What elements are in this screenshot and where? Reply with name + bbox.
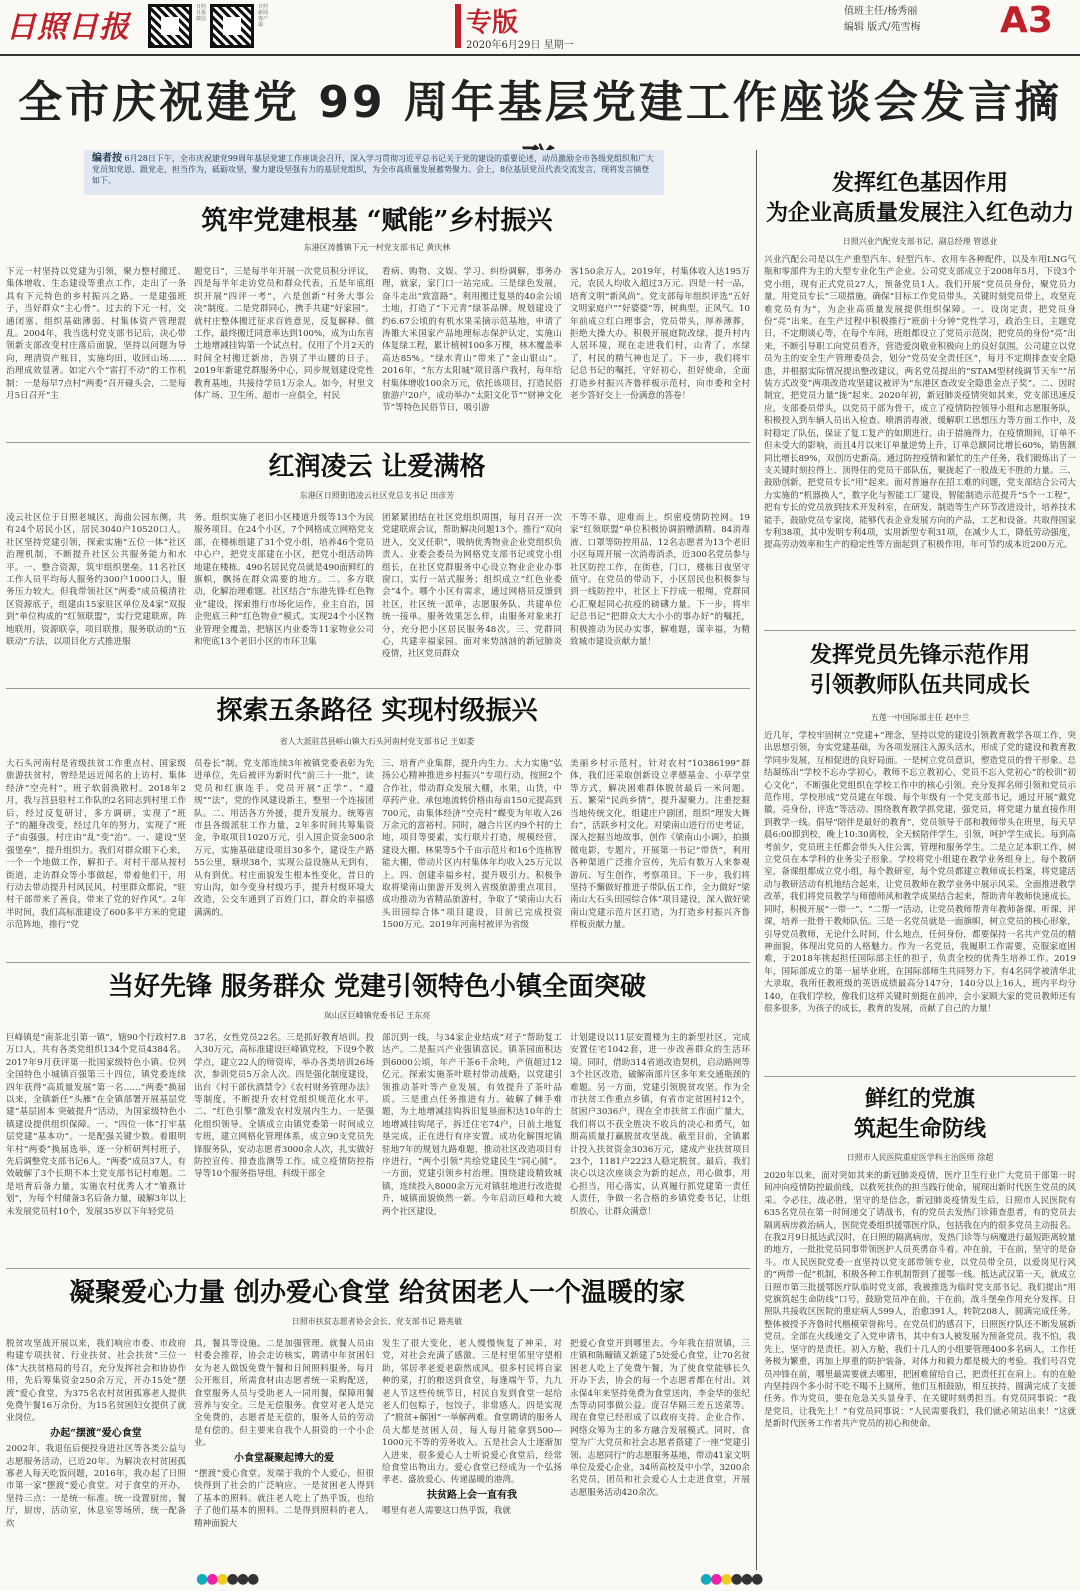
article-column: 员卷长”制。党支部连续3年被镇党委表彰为先进单位，先后被评为新时代“前三十一批”，读党员和红旗连手、党员开展“正学”、“遵规”“法”，党的作风建设新主，整里一个连接团队。二、用活各方外援，提升发展力。统筹省市县各级派驻工作力量，2年多时间共筹集资金，争取项目1020万元，引入国企资金500余万元，实施基础建设项目30多个，建设生产路55公里，塘坝38个，实现公益设施从无到有，从有到优。村庄面貌发生根本性变化，昔日的穷山沟，如今变身村级巧手，提升村级环境大改造，公交车通到了百姓门口，群众的幸福感满满的。 bbox=[194, 759, 374, 918]
editor-note-label: 编者按 bbox=[92, 153, 122, 164]
article-title: 探索五条路径 实现村级振兴 bbox=[216, 696, 538, 726]
article-byline: 东港区日照街道凌云社区党总支书记 田彦芳 bbox=[299, 491, 455, 500]
column-divider bbox=[756, 150, 757, 1570]
article-column bbox=[194, 1338, 374, 1572]
article-title-line: 鲜红的党旗 bbox=[864, 1086, 975, 1112]
article-column bbox=[6, 1338, 186, 1572]
article-column: 美丽乡村示范村，针对农村“10386199”群体，我们还采取创新设立孝德基金、小草学堂等方式，解决困难群体脱贫最后一米问题。五、繁荣“民尚乡情”，提升凝聚力。注重挖掘当地传统文化，组建庄户剧团，组织“理发大舞台”，活跃乡村文化。对梁南山进行历史考证，深入挖掘当地故事，创作《梁南山小调》，拍摄微电影，专题片，开展第一书记“带货”，利用各种渠道广泛推介宣传，先后有数万人来参观游玩、写生创作，考察项目。下一步，我们将坚持不懈做好推进子带队伍工作，全力做好“梁南山大石头田园综合体”项目建设，深入做好梁南山党建示范片区打造，为打造乡村振兴齐鲁样板贡献力量。 bbox=[570, 759, 750, 931]
article-title bbox=[760, 640, 1080, 700]
article-column: 务。组织实施了老旧小区楼道升级等13个为民服务项目。在24个小区，7个网格成立网格党支部，在楼栋组建了31个党小组，培养46个党员中心户，把党支部建在小区，把党小组活动阵地建在楼栋。490名居民党员就是490面鲜红的旗帜，飘扬在群众需要的地方。二、多方联动，化解治理难题。社区结合“东港先锋·红色物业”建设，探索推行市场化运作，业主自治，国企兜底三种“红色物业”模式。实现24个小区物业管理全覆盖，把辖区内业委等11家物业公司和兜底13个老旧小区的市环卫集 bbox=[194, 513, 374, 648]
editor-credits bbox=[844, 4, 921, 36]
editor-line: 值班主任/杨秀丽 bbox=[844, 6, 918, 17]
page-number: A3 bbox=[1000, 0, 1053, 41]
article-body bbox=[6, 1032, 750, 1264]
article-byline: 五莲一中国际部主任 赵中兰 bbox=[870, 713, 970, 722]
section-divider bbox=[6, 962, 750, 963]
article-title: 凝聚爱心力量 创办爱心食堂 给贫困老人一个温暖的家 bbox=[68, 1278, 686, 1308]
article-title: 红润凌云 让爱满格 bbox=[268, 452, 486, 482]
editor-line: 编辑 版式/苑雪梅 bbox=[844, 22, 921, 33]
article-paragraph: 2002年，我退伍后便投身进社区等各类公益与志愿服务活动，已近20年。为解决农村贫困孤寡老人每天吃饭问题，2016年，我办起了日照市第一家“摆渡”爱心食堂。对于食堂的开办，坚持三点：一是统一标准。统一设置厨房，餐厅，厨房，活动室，休息室等场所，统一配备炊 bbox=[6, 1444, 186, 1529]
section-name: 专版 bbox=[466, 8, 519, 38]
article-body: 近几年，学校牢固树立“党建+”理念，坚持以党的建设引领教育教学各项工作，突出思想引领，夯实党建基础，为各项发展注入源头活水，形成了党的建设和教育教学同步发展，互相促进的良好局面。一是树立党员意识，塑造党员的骨干形象。总结凝练出“学校不忘办学初心，教师不忘立教初心，党员不忘入党初心”的校训“初心文化”，不断强化党组织在学校工作中的核心引领。充分发挥名师引领和党员示范作用，学校形成“党员建在年级、每个年级有一个党支部书记，通过开展“戴党徽，亮身份，评选”等活动、围绕教育教学抓党建，强党员，将党建力量直接作用到教学一线。倡导“陪伴是最好的教育”，党员领导干部和教师带头在班里，每天早晨6:00即到校，晚上10:30离校，全天候陪伴学生，引领，呵护学生成长。每到高考前夕，党员班主任都会带头入住公寓，管理和服务学生。二是立足本职工作，树立党员在本学科的业务尖子形象。学校将党小组建在教学业务组身上，每个教研室，备课组都成立党小组，每个教研室，每个党员都建立教师成长档案，将党建活动与教研活动有机地结合起来，让党员教师在教学业务中展示风采。全面推进教学改革，我们将党员教学与师德师风和教学成果结合起来，帮助青年教师快速成长。同时，积极开展“一带一”、“二帮一”活动，让党员教师帮青年教师备课、听课、评课，培养一批骨干教师队伍。三是一名党员就是一面旗帜，树立党员的核心形象，引导党员教师，无论什么时间，什么地点，任何身份，都要保持一名共产党员的精神面貌，体现出党员的人格魅力。作为一名党员，我履职工作需要，克服家庭困难，于2018年挑起担任国际部主任的担子，负责全校的优秀生培养工作。2019年，国际部成立的第一届毕业班，在国际部师生共同努力下，有4名同学被清华北大录取，我所任教班级的英语成绩最高分147分，140分以上16人，班内平均分140，在我们学校，像我们这样关键时刻挺在前冲，会小家顾大家的党员教师还有很多很多，为孩子的成长，教育的发展，贡献了自己的力量！ bbox=[764, 731, 1076, 1014]
article-title-line: 发挥党员先锋示范作用 bbox=[809, 642, 1030, 668]
section-divider bbox=[6, 688, 750, 689]
article-byline: 日照市扶贫志愿者协会会长、党支部书记 路兆敏 bbox=[291, 1317, 463, 1326]
article-body bbox=[6, 266, 750, 438]
article-paragraph: 哪里有老人需要这口热乎饭，我就 bbox=[382, 1506, 511, 1517]
article-subheading: 扶贫路上会一直有我 bbox=[427, 1489, 517, 1501]
editor-note-text: 6月28日下午，全市庆祝建党99周年基层党建工作座谈会召开，深入学习贯彻习近平总书记关于党的建设的重要论述，动员激励全市各级党组织和广大党员知党恩、跟党走，担当作为，砥砺攻坚，聚力建设坚强有力的基层党组织，为全市高质量发展蓄势聚力。会上，8位基层党员代表交流发言，现将发言摘登如下。 bbox=[92, 154, 654, 185]
article-subheading: 办起“摆渡”爱心食堂 bbox=[50, 1427, 142, 1439]
article-subheading: 小食堂凝聚起博大的爱 bbox=[234, 1452, 334, 1464]
article-byline: 东港区涛雒镇下元一村党支部书记 黄庆林 bbox=[303, 243, 451, 252]
article-column: 37名，女性党员22名。三是抓好教育培训。投入30万元，高标准建设巨峰镇党校，下设9个教学点，建立22人的师资库，举办各类培训26场次，参训党员5万余人次。四是强化制度建设，出台《村干部伙酒禁令》《农村财务管理办法》等制度，不断提升农村党组织规范化水平。二、“红色引擎”激发农村发展内生力。一是强化组织领导。全镇成立由镇党委第一时间成立专班，建立网格化管理体系，成立90支党员先锋服务队，安动志愿者3000余人次，扎实做好防控宣传、排查监测等工作。成立疫情防控指导等10个服务指导组，科级干部全 bbox=[194, 1033, 374, 1180]
article-column: 题党日”，三是每半年开展一次党员积分评议，四是每半年走访党员和群众代表，五是年底组织开展“四评一考”，六是创新“村务大事公决”制度。二是党群同心，携手共建“好家园”。就村庄整体搬迁征求百姓意见，反复解释、做工作，最终搬迁同意率达到100%，成为山东省土地增减挂钩第一个试点村。仅用了个月2天的时间全村搬迁新房，告别了半山腰的日子。2019年新建党群服务中心，同步规划建设党性教育基地，共接待学员1万余人。如今，村里文体广场、卫生所、超市一应俱全，村民 bbox=[194, 267, 374, 402]
section-marker bbox=[455, 4, 461, 48]
article-body: 2020年以来，面对突如其来的新冠肺炎疫情，医疗卫生行业广大党员干部第一时间冲向疫情防控最前线，以救死扶伤的担当践行使命，展现出新时代医生党员的风采。令必往，战必胜，坚守的是信念，新冠肺炎疫情发生后，日照市人民医院有635名党员在第一时间递交了请战书，有的党员去发热门诊筛查患者，有的党员去隔离病房救治病人，医院党委组织援鄂医疗队，包括我在内的很多党员主动报名。在我2月9日抵达武汉时，在日照的隔离病房，发热门诊等与病魔进行最短距离较量的地方，一批批党员同事带领医护人员英勇奋斗着。冲在前，干在前，坚守的是奋斗。市人民医院党委一直坚持以党支部带领专业，以党员带全员，以爱岗见行风的“两带一促”机制，积极各种工作机制帮到了援鄂一线。抵达武汉第一天，就成立日照市第三批援鄂医疗队临时党支部，我被推选为临时党支部书记。我们提出“用党旗筑起生命防线”口号，鼓励党员冲在前，干在前，战斗堡垒作用充分发挥。日照队共接收区医院的重症病人599人，治愈391人，转院208人，圆满完成任务。整体被授予齐鲁时代楷模荣誉称号。在党员们的感召下，日照医疗队还不断发展新党员。全部在火线递交了入党申请书，其中有3人被发展为预备党员。我不怕，我先上，坚守的是责任。初入方舱，我们十几人的小组要管理400多名病人，工作任务极为繁重，再加上厚重的防护装备，对体力和毅力都是极大的考验。我们号召党员冲锋在前，哪里最需要就去哪里，把困难留给自己，把责任扛在肩上。有的在舱内坚持四个多小时不吃不喝不上厕所，他们互相鼓励，相互扶持，圆满完成了支援任务。作为党员，要在危急关头显身手，在关键时刻勇担当。有党员同事说：“我是党员，让我先上！”有党员同事说：“人民需要我们，我们就必须站出来！”这就是新时代医务工作者共产党员的初心和使命。 bbox=[764, 1171, 1076, 1430]
section-divider bbox=[6, 442, 750, 443]
article-column: 把爱心食堂开到哪里去。今年我在招贤镇，三庄镇和陈疃镇又新建了5处爱心食堂，让70名贫困老人吃上了免费午餐，为了使食堂能够长久开办下去，协会的每一个志愿者都在付出。刘永保4年来坚持免费为食堂送肉，李金华的张纪杰等动同事做公益。庞召华隔三差五送菜等。现在食堂已经形成了以政府支持、企业合作、网络众筹为主的多方融合发展模式。同时，食堂为广大党员和社会志愿者搭建了一座“党建引领、志愿同行”的志愿服务基地，带动41家文明单位及爱心企业，34所高校及中小学，3200余名党员，团员和社会爱心人士走进食堂，开展志愿服务活动420余次。 bbox=[570, 1339, 750, 1498]
article-paragraph: 具，餐具等设施。二是加强管理。就餐人员由村委会推荐，协会走访核实，聘请中年贫困妇女为老人做饭免费午餐和日间照料服务，每月公开账目，所需食材由志愿者统一采购配送，食堂服务人员与受助老人一同用餐，保障用餐营养与安全。三是无偿服务。食堂对老人是完全免费的，志愿者是无偿的，服务人员的劳动是有偿的。但主要来自我个人捐资的一个小企业。 bbox=[194, 1339, 374, 1449]
article-byline: 省人大派驻莒县峤山镇大石头河南村党支部书记 王如娄 bbox=[279, 737, 475, 746]
article-paragraph: 发生了很大变化，老人慢慢恢复了神采，对党，对社会充满了感激。三是村里邻里守望相助，邻居孝老爱老蔚然成风。很多村民将自家种的菜，打的粮送到食堂，每逢端午节，九九老人节这些传统节日，村民自发到食堂一起给老人们包粽子，包饺子，非常感人。四是实现了“脱贫+解困”一举解两难。食堂聘请的服务人员大都是贫困人员，每人每月能拿到500—1000元不等的劳务收入。五是社会人士逐渐加入进来，很多爱心人士听说爱心食堂后，经常给食堂出物出力。爱心食堂已经成为一个弘扬孝老、盛放爱心、传递温暖的港湾。 bbox=[382, 1339, 562, 1486]
qr-caption: 日照新闻客户端 bbox=[258, 4, 269, 28]
article-column: 团紧紧团结在社区党组织周围，每月召开一次党建联席会议，帮助解决问题13个。推行“双向进入，交叉任职”，吸纳优秀物业企业党组织负责人、业委会委员为网格党支部书记或党小组组长，在社区党群服务中心设立物业企业办事窗口，实行一站式服务；组织成立“红色业委会”4个。哪个小区有需求，通过网格员反馈到社区，社区统一派单，志愿服务队、共建单位统一接单。服务效果怎么样，由服务对象来打分，充分把小区居民服务48次。三、党群同心，共建幸福家园。面对来势汹汹的新冠肺炎疫情，社区党员群众 bbox=[382, 513, 562, 660]
article-title-line: 发挥红色基因作用 bbox=[831, 170, 1008, 196]
article-column: 下元一村坚持以党建为引领，聚力整村搬迁、集体增收、生态建设等重点工作，走出了一条具有下元特色的乡村振兴之路。一是建强班子，当好群众“主心骨”。过去的下元一村，交通闭塞、组织基础薄弱、村集体资产管理混乱。2004年，我当选村党支部书记后，决心带领新支部改变村庄落后面貌，坚持以问题为导向，理清资产账目，实施均田，收回山场……治理成效显著。如定六个“雷打不动”的工作机制：一是每早7点村“两委”召开碰头会，二是每月5日召开“主 bbox=[6, 267, 186, 402]
qr-code-icon bbox=[210, 4, 254, 48]
article-column: 大石头河南村是省级扶贫工作重点村、国家级旅游扶贫村，曾经是远近闻名的上访村、集体经济“空壳村”，班子软弱涣散村。2018年2月，我与莒县驻村工作队的2名同志到村里工作后，经过反复研讨，多方调研，实现了“班子”的翻身改变，经过几年的努力，实现了“班子”由强强，村庄由“乱”变“治”。一、建设“坚强堡垒”，提升组织力。我们对群众眼下心来，一个一个地做工作，解扣子。对村干部从按村街道，走访群众等小事做起，带着他们干，用行动去带动提升村风民风，村里群众都说，“驻村干部带来了善良，带来了党的好作风”。2年半时间，我们高标准建设了600多平方米的党建示范阵地，推行“党 bbox=[6, 759, 186, 931]
masthead bbox=[0, 0, 1080, 56]
section-divider bbox=[764, 1076, 1076, 1077]
article-byline: 岚山区巨峰镇党委书记 王东亮 bbox=[323, 1011, 431, 1020]
article-paragraph: “摆渡”爱心食堂，发端于我的个人爱心，但很快得到了社会的广泛响应。一是贫困老人得到了基本的照料。就注老人吃上了热乎饭，也给子了他们基本的照料。二是得到照料的老人，精神面貌大 bbox=[194, 1469, 374, 1529]
article-paragraph: 脱贫攻坚战开展以来，我们响应市委、市政府构建专项扶贫、行业扶贫、社会扶贫“三位一体”大扶贫格局的号召，充分发挥社会和协协作用，先后筹集资金250余万元，开办15处“摆渡”爱心食堂，为375名农村贫困孤寡老人提供免费午餐16万余份，为15名贫困妇女提供了就业岗位。 bbox=[6, 1339, 186, 1424]
article-title bbox=[760, 1084, 1080, 1144]
article-title-line: 为企业高质量发展注入红色动力 bbox=[765, 200, 1074, 226]
article-byline: 日照市人民医院重症医学科主治医师 徐超 bbox=[846, 1153, 994, 1162]
article-body bbox=[6, 1338, 750, 1572]
article-column: 客150余万人。2019年，村集体收入达195万元，农民人均收入超过3万元。四是一村一品，培育文明“新风尚”。党支部每年组织评选“五好文明家庭户”“好婆婆”等，树典型，正风气。10年前成立红白理事会，党员带头，厚养薄葬，拒绝大操大办。积极开展庭院改绿，提升村内人居环境，现在走进我们村，山青了，水绿了，村民的精气神也足了。下一步，我们将牢记总书记的嘱托，守好初心，担好使命，全面打造乡村振兴齐鲁样板示范村，向市委和全村老少答好交上一份满意的答卷！ bbox=[570, 267, 750, 402]
article-title-line: 筑起生命防线 bbox=[853, 1116, 986, 1142]
article-column: 不等不靠，迎难而上，织密疫情防控网。19家“红领联盟”单位积极协调捐赠酒精、84消毒液、口罩等防控用品，12名志愿者为13个老旧小区每周开展一次消毒消杀，近300名党员参与社区防控工作，在街巷，门口，楼栋日夜坚守值守。在党员的带动下，小区居民也积极参与到一线防控中，社区上下拧成一根绳，党群同心汇聚起同心抗疫的磅礴力量。下一步，将牢记总书记“把群众大大小小的事办好”的嘱托，积极推动为民办实事，解难题，谋幸福，为精致城市建设贡献力量！ bbox=[570, 513, 750, 648]
article-title-line: 引领教师队伍共同成长 bbox=[809, 672, 1030, 698]
article-body: 兴业汽配公司是以生产重型汽车、轻型汽车、农用车各种配件，以及车用LNG气瓶和零部件为主的大型专业化生产企业。公司党支部成立于2008年5月，下设3个党小组，现有正式党员27人，预备党员1人。我们开展“党员员身份，聚党员力量，用党员专长”三项措施，确保“目标工作党员带头，关键时刻党员带上，攻坚克难党员有为”，为企业高质量发展提供组织保障。一、设岗定责，把党员身份“亮”出来。在生产过程中积极推行“班前十分钟”党性学习，政治生日，主题党日，不定期谈心等，在每个车间，班组都设立了党员示范岗，把党员的身份“亮”出来，不断引导职工向党员看齐，营造爱岗敬业积极向上的良好氛围。公司建立以党员为主的安全生产管理委员会，划分“党员安全责任区”，每月不定期排查安全隐患，并根据实际情况提出整改建议，两名党员提出的“STAM型材线调节天车”“吊装方式改变”两项改造攻坚建议被评为“东港区查改安全隐患金点子奖”。二、因时制宜，把党员力量“拢”起来。2020年初，新冠肺炎疫情突如其来，党支部迅速反应，支部委员带头，以党员干部为骨干，成立了疫情防控领导小组和志愿服务队，积极投入到车辆人员出入检查、喷洒消毒液，缓解职工思想压力等方面工作中，及时稳定了队伍，保证了复工复产的如期进行。由于措施得力，在疫情期间，订单不但未受大的影响，而且4月以来订单量逆势上升，订单总额同比增长60%，销售额同比增长89%，双创历史新高。通过防控疫情和紧忙的生产任务，我们锻炼出了一支关键时刻拉得上、顶得住的党员干部队伍，聚拢起了一股战无不胜的力量。三、鼓励创新，把党员专长“用”起来。面对普遍存在招工难的问题，党支部结合公司大力实施的“机器换人”，数字化与智能工厂建设，智能制造示范提升“5个一工程”，把有专长的党员放到技术开发科室，在研发、制造等生产环节改进设计，培养技术能手，鼓励党员专家岗，能够代表企业发展方向的产品，工艺和设备。共取得国家专利38项，其中发明专利4项，实用新型专利31项，在减少人工，降低劳动强度，提高劳动效率和生产的稳定性等方面起到了积极作用，年可节约成本近200万元。 bbox=[764, 255, 1076, 551]
article-title bbox=[760, 168, 1080, 228]
article-title: 筑牢党建根基 “赋能”乡村振兴 bbox=[201, 206, 553, 236]
article-column: 凌云社区位于日照老城区，海曲公园东侧，共有24个居民小区，居民3040户10520口人。社区坚持党建引领，探索实施“五位一体”社区治理机制，不断提升社区公共服务能力和水平。一、整合资源，筑牢组织堡垒。11名社区工作人员平均每人服务约300户1000口人，服务压力较大。但我带领社区“两委”成员模清社区资源底子，组建由15家驻区单位及4家“双报到”单位构成的“红领联盟”，实行党建联席，阵地联用，资源联享，项目联推，服务联动的“五联动”方法，以项目化方式推进服 bbox=[6, 513, 186, 648]
qr-caption: 日照日报微信 bbox=[196, 4, 207, 22]
article-column: 部沉到一线，与34家企业结成“对子”帮助复工达产。二是振兴产业强镇富民。镇茶园面积达到6000公顷，年产干茶6千余吨，产值超过12亿元。探索实施茶叶联村带动战略，以党建引领推动茶叶等产业发展，有效提升了茶叶品质。三是重点任务推进有力。破解了棘手难题，为土地增减挂钩拆旧复垦面积达10年的土地增减挂钩尾子，拆迁住宅74户，日前土地复垦完成，正在进行有序安置。成功化解围坨镇驻地7年的规划九路难题，推动社区改造项目有序进行，“两个引领”共绘党建民生“同心圆”。一方面，党建引领乡村治理。围绕建设精致城镇，连续投入8000余万元对镇驻地进行改造提升，城镇面貌焕然一新。今年启动巨峰和大坡两个社区建设， bbox=[382, 1033, 562, 1217]
issue-date: 2020年6月29日 星期一 bbox=[466, 40, 574, 51]
registration-marks-icon: ●●●●●● bbox=[196, 1571, 258, 1587]
article-column: 计划建设以11层安置楼为主的新型社区，完成安置住宅1042套，进一步改善群众的生活环境。同时，借助314省道改造契机，启动路网等3个社区改造，破解南部片区多年来交通瓶颈的难题。另一方面，党建引领脱贫攻坚。作为全市扶贫工作重点乡镇，有省市定贫困村12个，贫困户3036户，现在全市扶贫工作面广量大，我们将以不获全胜决不收兵的决心和勇气，如期高质量打赢脱贫攻坚战。截至目前，全镇累计投入扶贫资金3036万元，建成产业扶贫项目23个，1181户2223人稳定脱贫。最后，我们决心以这次座谈会为新的起点，用心做事，用心担当，用心落实，认真履行抓党建第一责任人责任，争做一名合格的乡镇党委书记，让组织放心，让群众满意！ bbox=[570, 1033, 750, 1217]
section-divider bbox=[6, 1268, 750, 1269]
registration-marks-icon: ●●●●●● bbox=[700, 1571, 762, 1587]
article-column: 看病、购物、文娱、学习、纠纷调解，事务办理，就家，家门口一站完成。三是绿色发展，奋斗走出“致富路”。利用搬迁复垦的40余公顷土地，打造了“下元青”绿茶品牌。规划建设了约6.67公顷的有机水果采摘示范基地，申请了涛雒大米国家产品地理标志保护认定，实施山体复绿工程，累计植树100多万棵，林木覆盖率高达85%。“绿水青山”带来了“金山银山”。2016年，“东方太阳城”项目落户我村，每年给村集体增收100余万元，依托该项目，打造民俗旅游户20户，成功举办“太阳文化节”“财神文化节”等特色民俗节日，吸引游 bbox=[382, 267, 562, 414]
qr-code-icon bbox=[148, 4, 192, 48]
page-headline: 全市庆祝建党 99 周年基层党建工作座谈会发言摘 bbox=[18, 77, 1062, 128]
editor-note bbox=[84, 150, 664, 195]
newspaper-logo: 日照日报 bbox=[6, 10, 130, 45]
article-column: 巨峰镇是“南茶北引第一镇”，辖90个行政村7.8万口人，共有各类党组织134个党员4384名。2017年9月获评第一批国家级特色小镇。位列全国特色小城镇百强第三十四位，镇党委连续四年获得“高质量发展”第一名……“两委”换届以来，全镇新任“头雁”在全镇部署开展基层党建“基层固本 突破提升”活动，为国家级特色小镇建设提供组织保障。一、“四位一体”打牢基层党建“基本功”。一是配强关键少数。着眼明年村“两委”换届选举，逐一分析研判村班子，先后调整党支部书记6人。“两委”成员37人，有效破解了3个长期不本土党支部书记村难题。二是培育后备力量，实施农村优秀人才“雏燕计划”，为每个村储备3名后备力量，破解3年以上未发展党员村10个，发展35岁以下年轻党员 bbox=[6, 1033, 186, 1217]
article-column: 三、培育产业集群，提升内生力。大力实施“弘扬公心精神推进乡村振兴”专项行动，按照2个合作社，带动群众发展大棚，水果，山货，中草药产业。承包地流转价格由每亩150元提高到700元，由集体经济“空壳村”蝶变为年收入26万余元的富裕村。同时，融合片区内9个村的土地，项目等要素，实行联片打造，规模经营，建设大棚、林果等5个千亩示范片和16个连栋智能大棚，带动片区内村集体年均收入25万元以上。四、创建幸福乡村，提升吸引力。积极争取将梁南山旅游开发列入省级旅游重点项目，成功推动为省精品旅游村，争取了“梁南山大石头田园综合体”项目建设，目前已完成投资1500万元。2019年河南村被评为省级 bbox=[382, 759, 562, 931]
article-byline: 日照兴业汽配党支部书记、副总经理 管恩业 bbox=[842, 237, 998, 246]
section-divider bbox=[764, 630, 1076, 631]
article-body bbox=[6, 512, 750, 684]
article-title: 当好先锋 服务群众 党建引领特色小镇全面突破 bbox=[107, 972, 647, 1002]
article-column bbox=[382, 1338, 562, 1572]
article-body bbox=[6, 758, 750, 958]
